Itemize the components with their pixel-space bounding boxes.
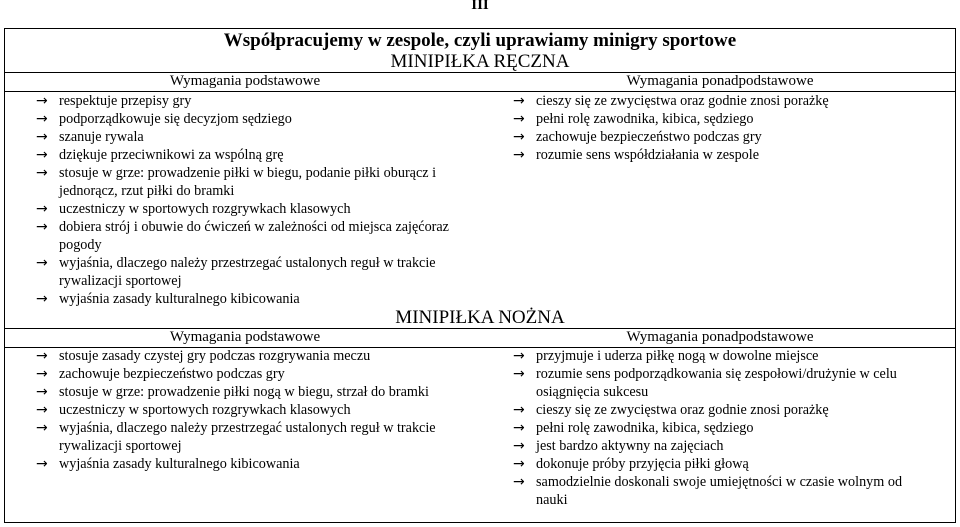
- right-arrow-icon: →: [36, 420, 48, 436]
- advanced-list-handball: [513, 92, 953, 164]
- right-arrow-icon: →: [513, 93, 525, 109]
- list-item: [36, 419, 476, 455]
- list-item-text: uczestniczy w sportowych rozgrywkach klasowych: [59, 402, 351, 418]
- right-arrow-icon: →: [36, 291, 48, 307]
- list-item: [513, 473, 933, 509]
- right-arrow-icon: →: [36, 384, 48, 400]
- list-item: [513, 92, 953, 110]
- list-item-text: zachowuje bezpieczeństwo podczas gry: [536, 129, 762, 145]
- list-item: [36, 218, 476, 254]
- list-item-text: cieszy się ze zwycięstwa oraz godnie znosi porażkę: [536, 93, 829, 109]
- list-item-text: dziękuje przeciwnikowi za wspólną grę: [59, 147, 284, 163]
- list-item-text: rozumie sens podporządkowania się zespołowi/drużynie w celu osiągnięcia sukcesu: [536, 366, 897, 400]
- right-arrow-icon: →: [513, 456, 525, 472]
- list-item-text: jest bardzo aktywny na zajęciach: [536, 438, 724, 454]
- section-title-handball: MINIPIŁKA RĘCZNA: [390, 51, 570, 72]
- list-item: [36, 128, 476, 146]
- right-arrow-icon: →: [36, 255, 48, 271]
- list-item-text: cieszy się ze zwycięstwa oraz godnie znosi porażkę: [536, 402, 829, 418]
- right-arrow-icon: →: [513, 111, 525, 127]
- right-arrow-icon: →: [36, 456, 48, 472]
- right-arrow-icon: →: [36, 93, 48, 109]
- right-arrow-icon: →: [36, 165, 48, 181]
- basic-header: Wymagania podstawowe: [169, 73, 321, 89]
- right-arrow-icon: →: [513, 474, 525, 490]
- list-item-text: stosuje w grze: prowadzenie piłki nogą w biegu, strzał do bramki: [59, 384, 429, 400]
- right-arrow-icon: →: [36, 402, 48, 418]
- list-item-text: respektuje przepisy gry: [59, 93, 192, 109]
- right-arrow-icon: →: [36, 129, 48, 145]
- list-item: [36, 365, 476, 383]
- basic-list-football: [36, 347, 476, 473]
- list-item-text: samodzielnie doskonali swoje umiejętności w czasie wolnym od nauki: [536, 474, 903, 508]
- right-arrow-icon: →: [36, 201, 48, 217]
- advanced-header: Wymagania ponadpodstawowe: [626, 73, 814, 89]
- list-item-text: wyjaśnia zasady kulturalnego kibicowania: [59, 291, 300, 307]
- section-title-football: MINIPIŁKA NOŻNA: [395, 307, 565, 328]
- right-arrow-icon: →: [36, 348, 48, 364]
- list-item: [513, 455, 933, 473]
- right-arrow-icon: →: [513, 402, 525, 418]
- list-item: [36, 92, 476, 110]
- right-arrow-icon: →: [513, 438, 525, 454]
- list-item-text: zachowuje bezpieczeństwo podczas gry: [59, 366, 285, 382]
- right-arrow-icon: →: [36, 111, 48, 127]
- list-item: [36, 164, 476, 200]
- basic-list-handball: [36, 92, 476, 308]
- list-item-text: szanuje rywala: [59, 129, 144, 145]
- right-arrow-icon: →: [513, 420, 525, 436]
- advanced-list-football: [513, 347, 933, 509]
- list-item-text: pełni rolę zawodnika, kibica, sędziego: [536, 420, 754, 436]
- list-item: [36, 347, 476, 365]
- list-item: [513, 146, 953, 164]
- advanced-header: Wymagania ponadpodstawowe: [626, 329, 814, 345]
- list-item-text: dobiera strój i obuwie do ćwiczeń w zależności od miejsca zajęćoraz pogody: [59, 219, 449, 253]
- list-item: [513, 347, 933, 365]
- list-item: [513, 401, 933, 419]
- list-item-text: wyjaśnia zasady kulturalnego kibicowania: [59, 456, 300, 472]
- list-item: [36, 110, 476, 128]
- right-arrow-icon: →: [513, 348, 525, 364]
- list-item-text: wyjaśnia, dlaczego należy przestrzegać ustalonych reguł w trakcie rywalizacji sportowej: [59, 255, 436, 289]
- list-item: [36, 383, 476, 401]
- list-item-text: przyjmuje i uderza piłkę nogą w dowolne miejsce: [536, 348, 819, 364]
- list-item: [36, 146, 476, 164]
- page-title: Współpracujemy w zespole, czyli uprawiamy minigry sportowe: [223, 30, 737, 51]
- list-item-text: dokonuje próby przyjęcia piłki głową: [536, 456, 749, 472]
- list-item: [513, 110, 953, 128]
- list-item: [36, 200, 476, 218]
- list-item: [513, 365, 933, 401]
- list-item-text: rozumie sens współdziałania w zespole: [536, 147, 759, 163]
- list-item: [36, 254, 476, 290]
- list-item: [36, 401, 476, 419]
- right-arrow-icon: →: [36, 147, 48, 163]
- page-number: III: [471, 0, 489, 13]
- right-arrow-icon: →: [36, 219, 48, 235]
- right-arrow-icon: →: [36, 366, 48, 382]
- list-item-text: uczestniczy w sportowych rozgrywkach klasowych: [59, 201, 351, 217]
- list-item-text: pełni rolę zawodnika, kibica, sędziego: [536, 111, 754, 127]
- list-item-text: stosuje zasady czystej gry podczas rozgrywania meczu: [59, 348, 371, 364]
- list-item-text: podporządkowuje się decyzjom sędziego: [59, 111, 292, 127]
- right-arrow-icon: →: [513, 366, 525, 382]
- list-item: [513, 437, 933, 455]
- list-item: [513, 128, 953, 146]
- list-item-text: stosuje w grze: prowadzenie piłki w biegu, podanie piłki oburącz i jednorącz, rzut piłki do bramki: [59, 165, 437, 199]
- right-arrow-icon: →: [513, 129, 525, 145]
- right-arrow-icon: →: [513, 147, 525, 163]
- list-item-text: wyjaśnia, dlaczego należy przestrzegać ustalonych reguł w trakcie rywalizacji sportowej: [59, 420, 436, 454]
- list-item: [36, 455, 476, 473]
- list-item: [36, 290, 476, 308]
- list-item: [513, 419, 933, 437]
- basic-header: Wymagania podstawowe: [169, 329, 321, 345]
